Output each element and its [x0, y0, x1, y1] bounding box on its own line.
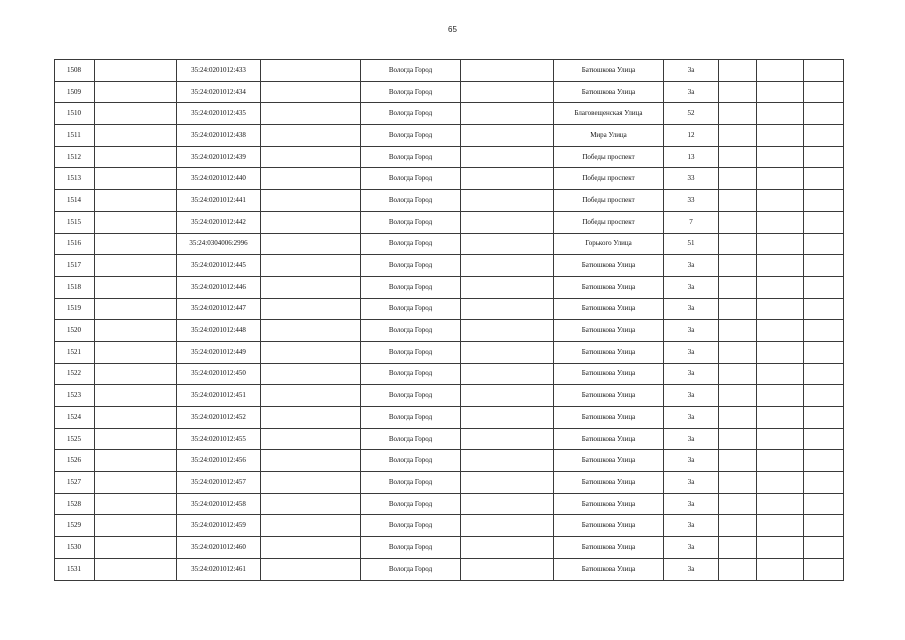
empty-cell [95, 515, 177, 537]
row-number-cell: 1518 [55, 276, 95, 298]
street-cell: Батюшкова Улица [554, 515, 664, 537]
empty-cell [719, 125, 757, 147]
locality-cell: Вологда Город [361, 125, 461, 147]
empty-cell [461, 276, 554, 298]
row-number-cell: 1522 [55, 363, 95, 385]
empty-cell [95, 190, 177, 212]
empty-cell [804, 385, 844, 407]
house-number-cell: 7 [664, 211, 719, 233]
empty-cell [757, 103, 804, 125]
empty-cell [261, 60, 361, 82]
street-cell: Благовещенская Улица [554, 103, 664, 125]
house-number-cell: 3а [664, 407, 719, 429]
empty-cell [261, 472, 361, 494]
empty-cell [719, 190, 757, 212]
empty-cell [804, 125, 844, 147]
empty-cell [757, 450, 804, 472]
empty-cell [261, 320, 361, 342]
empty-cell [261, 515, 361, 537]
cadastral-number-cell: 35:24:0201012:438 [177, 125, 261, 147]
empty-cell [757, 298, 804, 320]
empty-cell [95, 211, 177, 233]
empty-cell [719, 341, 757, 363]
locality-cell: Вологда Город [361, 472, 461, 494]
empty-cell [95, 428, 177, 450]
row-number-cell: 1511 [55, 125, 95, 147]
empty-cell [95, 537, 177, 559]
table-row [55, 428, 844, 450]
cadastral-number-cell: 35:24:0201012:448 [177, 320, 261, 342]
empty-cell [804, 341, 844, 363]
empty-cell [804, 537, 844, 559]
table-row [55, 298, 844, 320]
row-number-cell: 1510 [55, 103, 95, 125]
empty-cell [804, 493, 844, 515]
empty-cell [719, 103, 757, 125]
street-cell: Победы проспект [554, 190, 664, 212]
table-row [55, 233, 844, 255]
empty-cell [757, 276, 804, 298]
locality-cell: Вологда Город [361, 211, 461, 233]
street-cell: Батюшкова Улица [554, 472, 664, 494]
cadastral-number-cell: 35:24:0201012:450 [177, 363, 261, 385]
empty-cell [261, 385, 361, 407]
house-number-cell: 3а [664, 515, 719, 537]
street-cell: Батюшкова Улица [554, 320, 664, 342]
empty-cell [804, 515, 844, 537]
street-cell: Батюшкова Улица [554, 450, 664, 472]
table-row [55, 341, 844, 363]
empty-cell [719, 60, 757, 82]
row-number-cell: 1531 [55, 558, 95, 580]
empty-cell [719, 407, 757, 429]
house-number-cell: 3а [664, 81, 719, 103]
empty-cell [261, 103, 361, 125]
locality-cell: Вологда Город [361, 363, 461, 385]
empty-cell [95, 320, 177, 342]
table-row [55, 493, 844, 515]
empty-cell [719, 385, 757, 407]
empty-cell [261, 125, 361, 147]
empty-cell [461, 450, 554, 472]
empty-cell [719, 320, 757, 342]
empty-cell [804, 255, 844, 277]
empty-cell [719, 515, 757, 537]
house-number-cell: 3а [664, 450, 719, 472]
empty-cell [804, 146, 844, 168]
table-row [55, 103, 844, 125]
house-number-cell: 52 [664, 103, 719, 125]
street-cell: Батюшкова Улица [554, 60, 664, 82]
table-row [55, 472, 844, 494]
empty-cell [757, 211, 804, 233]
house-number-cell: 3а [664, 298, 719, 320]
empty-cell [719, 450, 757, 472]
empty-cell [804, 60, 844, 82]
row-number-cell: 1508 [55, 60, 95, 82]
street-cell: Батюшкова Улица [554, 493, 664, 515]
house-number-cell: 3а [664, 363, 719, 385]
page-number: 65 [448, 25, 457, 34]
row-number-cell: 1515 [55, 211, 95, 233]
locality-cell: Вологда Город [361, 81, 461, 103]
empty-cell [95, 81, 177, 103]
street-cell: Батюшкова Улица [554, 428, 664, 450]
empty-cell [95, 146, 177, 168]
empty-cell [804, 558, 844, 580]
row-number-cell: 1525 [55, 428, 95, 450]
street-cell: Батюшкова Улица [554, 407, 664, 429]
empty-cell [804, 276, 844, 298]
table-row [55, 363, 844, 385]
house-number-cell: 3а [664, 537, 719, 559]
street-cell: Батюшкова Улица [554, 255, 664, 277]
empty-cell [757, 146, 804, 168]
house-number-cell: 33 [664, 168, 719, 190]
table-row [55, 276, 844, 298]
empty-cell [757, 407, 804, 429]
empty-cell [461, 168, 554, 190]
table-row [55, 168, 844, 190]
empty-cell [461, 385, 554, 407]
empty-cell [261, 298, 361, 320]
locality-cell: Вологда Город [361, 385, 461, 407]
row-number-cell: 1516 [55, 233, 95, 255]
empty-cell [461, 146, 554, 168]
street-cell: Победы проспект [554, 168, 664, 190]
empty-cell [757, 537, 804, 559]
empty-cell [461, 211, 554, 233]
table-row [55, 60, 844, 82]
empty-cell [804, 81, 844, 103]
table-row [55, 125, 844, 147]
locality-cell: Вологда Город [361, 233, 461, 255]
locality-cell: Вологда Город [361, 320, 461, 342]
row-number-cell: 1523 [55, 385, 95, 407]
empty-cell [261, 81, 361, 103]
locality-cell: Вологда Город [361, 298, 461, 320]
locality-cell: Вологда Город [361, 168, 461, 190]
empty-cell [719, 537, 757, 559]
locality-cell: Вологда Город [361, 276, 461, 298]
empty-cell [719, 298, 757, 320]
house-number-cell: 3а [664, 558, 719, 580]
street-cell: Горького Улица [554, 233, 664, 255]
locality-cell: Вологда Город [361, 493, 461, 515]
locality-cell: Вологда Город [361, 60, 461, 82]
empty-cell [95, 60, 177, 82]
cadastral-number-cell: 35:24:0201012:457 [177, 472, 261, 494]
cadastral-number-cell: 35:24:0201012:449 [177, 341, 261, 363]
empty-cell [757, 363, 804, 385]
cadastral-number-cell: 35:24:0201012:458 [177, 493, 261, 515]
empty-cell [261, 255, 361, 277]
locality-cell: Вологда Город [361, 428, 461, 450]
cadastral-number-cell: 35:24:0201012:460 [177, 537, 261, 559]
empty-cell [95, 341, 177, 363]
empty-cell [461, 537, 554, 559]
empty-cell [95, 450, 177, 472]
empty-cell [461, 493, 554, 515]
cadastral-number-cell: 35:24:0201012:447 [177, 298, 261, 320]
empty-cell [719, 211, 757, 233]
table-row [55, 558, 844, 580]
empty-cell [804, 298, 844, 320]
street-cell: Батюшкова Улица [554, 276, 664, 298]
empty-cell [804, 320, 844, 342]
row-number-cell: 1514 [55, 190, 95, 212]
empty-cell [719, 428, 757, 450]
empty-cell [261, 211, 361, 233]
table-row [55, 146, 844, 168]
empty-cell [719, 81, 757, 103]
house-number-cell: 3а [664, 320, 719, 342]
row-number-cell: 1526 [55, 450, 95, 472]
house-number-cell: 3а [664, 493, 719, 515]
empty-cell [95, 125, 177, 147]
empty-cell [804, 472, 844, 494]
locality-cell: Вологда Город [361, 450, 461, 472]
empty-cell [261, 558, 361, 580]
empty-cell [804, 450, 844, 472]
locality-cell: Вологда Город [361, 407, 461, 429]
empty-cell [461, 320, 554, 342]
house-number-cell: 33 [664, 190, 719, 212]
table-row [55, 190, 844, 212]
row-number-cell: 1519 [55, 298, 95, 320]
empty-cell [261, 493, 361, 515]
house-number-cell: 3а [664, 276, 719, 298]
empty-cell [95, 255, 177, 277]
empty-cell [95, 493, 177, 515]
table-row [55, 385, 844, 407]
empty-cell [757, 81, 804, 103]
cadastral-number-cell: 35:24:0201012:445 [177, 255, 261, 277]
street-cell: Батюшкова Улица [554, 81, 664, 103]
empty-cell [461, 81, 554, 103]
cadastral-number-cell: 35:24:0201012:455 [177, 428, 261, 450]
locality-cell: Вологда Город [361, 146, 461, 168]
house-number-cell: 3а [664, 60, 719, 82]
empty-cell [804, 407, 844, 429]
empty-cell [95, 407, 177, 429]
locality-cell: Вологда Город [361, 103, 461, 125]
empty-cell [757, 320, 804, 342]
empty-cell [461, 341, 554, 363]
empty-cell [95, 103, 177, 125]
empty-cell [261, 341, 361, 363]
cadastral-number-cell: 35:24:0201012:435 [177, 103, 261, 125]
empty-cell [757, 515, 804, 537]
empty-cell [461, 363, 554, 385]
cadastral-number-cell: 35:24:0201012:452 [177, 407, 261, 429]
cadastral-number-cell: 35:24:0201012:433 [177, 60, 261, 82]
empty-cell [95, 233, 177, 255]
row-number-cell: 1521 [55, 341, 95, 363]
empty-cell [804, 211, 844, 233]
empty-cell [804, 190, 844, 212]
row-number-cell: 1509 [55, 81, 95, 103]
empty-cell [461, 60, 554, 82]
street-cell: Батюшкова Улица [554, 298, 664, 320]
empty-cell [757, 558, 804, 580]
street-cell: Батюшкова Улица [554, 537, 664, 559]
empty-cell [461, 407, 554, 429]
empty-cell [757, 385, 804, 407]
row-number-cell: 1527 [55, 472, 95, 494]
empty-cell [461, 190, 554, 212]
house-number-cell: 3а [664, 428, 719, 450]
empty-cell [461, 233, 554, 255]
house-number-cell: 12 [664, 125, 719, 147]
empty-cell [757, 428, 804, 450]
empty-cell [804, 363, 844, 385]
locality-cell: Вологда Город [361, 341, 461, 363]
empty-cell [719, 255, 757, 277]
cadastral-number-cell: 35:24:0201012:434 [177, 81, 261, 103]
table-row [55, 255, 844, 277]
empty-cell [261, 168, 361, 190]
row-number-cell: 1520 [55, 320, 95, 342]
locality-cell: Вологда Город [361, 190, 461, 212]
empty-cell [261, 146, 361, 168]
empty-cell [757, 493, 804, 515]
house-number-cell: 13 [664, 146, 719, 168]
empty-cell [757, 60, 804, 82]
street-cell: Победы проспект [554, 146, 664, 168]
house-number-cell: 3а [664, 472, 719, 494]
empty-cell [261, 363, 361, 385]
empty-cell [461, 472, 554, 494]
house-number-cell: 51 [664, 233, 719, 255]
street-cell: Победы проспект [554, 211, 664, 233]
locality-cell: Вологда Город [361, 558, 461, 580]
house-number-cell: 3а [664, 255, 719, 277]
cadastral-number-cell: 35:24:0201012:459 [177, 515, 261, 537]
table-row [55, 515, 844, 537]
row-number-cell: 1528 [55, 493, 95, 515]
empty-cell [804, 233, 844, 255]
empty-cell [804, 428, 844, 450]
street-cell: Батюшкова Улица [554, 385, 664, 407]
street-cell: Мира Улица [554, 125, 664, 147]
empty-cell [719, 472, 757, 494]
row-number-cell: 1513 [55, 168, 95, 190]
table-row [55, 407, 844, 429]
row-number-cell: 1529 [55, 515, 95, 537]
empty-cell [804, 103, 844, 125]
cadastral-number-cell: 35:24:0201012:456 [177, 450, 261, 472]
table-row [55, 320, 844, 342]
street-cell: Батюшкова Улица [554, 363, 664, 385]
empty-cell [261, 276, 361, 298]
house-number-cell: 3а [664, 385, 719, 407]
empty-cell [719, 276, 757, 298]
empty-cell [95, 472, 177, 494]
empty-cell [95, 168, 177, 190]
empty-cell [757, 168, 804, 190]
registry-table-body [55, 60, 844, 581]
cadastral-number-cell: 35:24:0201012:440 [177, 168, 261, 190]
empty-cell [261, 407, 361, 429]
empty-cell [461, 515, 554, 537]
row-number-cell: 1524 [55, 407, 95, 429]
empty-cell [95, 363, 177, 385]
empty-cell [757, 125, 804, 147]
cadastral-number-cell: 35:24:0201012:446 [177, 276, 261, 298]
locality-cell: Вологда Город [361, 537, 461, 559]
empty-cell [461, 558, 554, 580]
table-row [55, 450, 844, 472]
empty-cell [804, 168, 844, 190]
cadastral-number-cell: 35:24:0201012:451 [177, 385, 261, 407]
locality-cell: Вологда Город [361, 515, 461, 537]
empty-cell [461, 125, 554, 147]
row-number-cell: 1517 [55, 255, 95, 277]
empty-cell [95, 298, 177, 320]
empty-cell [95, 385, 177, 407]
registry-table [54, 59, 844, 581]
table-row [55, 81, 844, 103]
empty-cell [461, 428, 554, 450]
table-row [55, 537, 844, 559]
empty-cell [261, 450, 361, 472]
empty-cell [95, 558, 177, 580]
empty-cell [261, 233, 361, 255]
empty-cell [719, 558, 757, 580]
empty-cell [719, 233, 757, 255]
empty-cell [757, 341, 804, 363]
cadastral-number-cell: 35:24:0304006:2996 [177, 233, 261, 255]
empty-cell [261, 190, 361, 212]
empty-cell [719, 493, 757, 515]
empty-cell [719, 146, 757, 168]
empty-cell [757, 190, 804, 212]
row-number-cell: 1530 [55, 537, 95, 559]
empty-cell [95, 276, 177, 298]
empty-cell [261, 428, 361, 450]
street-cell: Батюшкова Улица [554, 558, 664, 580]
empty-cell [461, 298, 554, 320]
cadastral-number-cell: 35:24:0201012:439 [177, 146, 261, 168]
empty-cell [719, 363, 757, 385]
street-cell: Батюшкова Улица [554, 341, 664, 363]
cadastral-number-cell: 35:24:0201012:442 [177, 211, 261, 233]
cadastral-number-cell: 35:24:0201012:461 [177, 558, 261, 580]
empty-cell [461, 255, 554, 277]
empty-cell [757, 233, 804, 255]
locality-cell: Вологда Город [361, 255, 461, 277]
empty-cell [757, 472, 804, 494]
empty-cell [461, 103, 554, 125]
empty-cell [261, 537, 361, 559]
row-number-cell: 1512 [55, 146, 95, 168]
house-number-cell: 3а [664, 341, 719, 363]
table-row [55, 211, 844, 233]
empty-cell [719, 168, 757, 190]
cadastral-number-cell: 35:24:0201012:441 [177, 190, 261, 212]
empty-cell [757, 255, 804, 277]
